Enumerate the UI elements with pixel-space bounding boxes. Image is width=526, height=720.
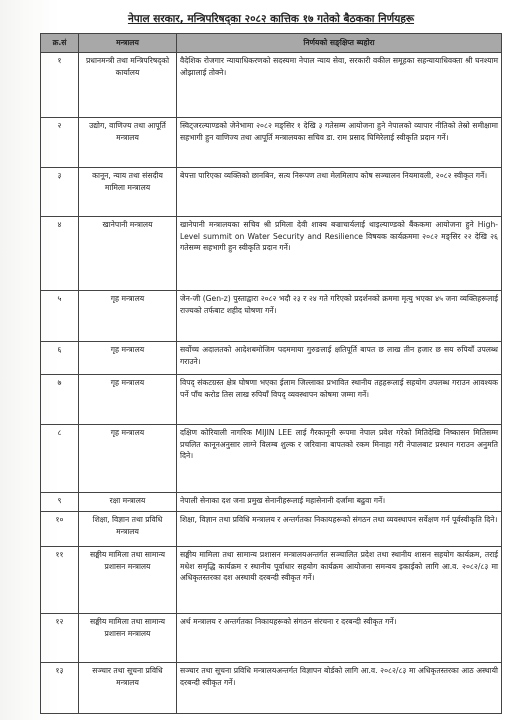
cell-summary: बेपत्ता पारिएका व्यक्तिको छानबिन, सत्य निरूपण तथा मेलमिलाप कोष सञ्चालन नियमावली, २०८२ स्वीकृत गर्ने। [177, 167, 502, 216]
cell-serial: ५ [41, 290, 79, 341]
cell-serial: १३ [41, 662, 79, 713]
column-header-ministry: मन्त्रालय [79, 34, 177, 53]
cell-serial: १० [41, 511, 79, 546]
cell-ministry: सङ्घीय मामिला तथा सामान्य प्रशासन मन्त्रालय [79, 613, 177, 662]
table-row [41, 546, 502, 613]
table-header-row [41, 34, 502, 53]
table-row [41, 492, 502, 511]
cell-ministry: गृह मन्त्रालय [79, 290, 177, 341]
cell-serial: ३ [41, 167, 79, 216]
cell-ministry: गृह मन्त्रालय [79, 424, 177, 492]
cell-serial: ९ [41, 492, 79, 511]
cell-ministry: खानेपानी मन्त्रालय [79, 216, 177, 290]
table-row [41, 374, 502, 424]
cell-ministry: गृह मन्त्रालय [79, 374, 177, 424]
table-row [41, 290, 502, 341]
decisions-table [40, 33, 502, 714]
cell-summary: वैदेशिक रोजगार न्यायाधिकरणको सदस्यमा नेपाल न्याय सेवा, सरकारी वकील समूहका सहन्यायाधिवक्ता श्री घनश्याम ओझालाई तोक्ने। [177, 52, 502, 117]
cell-ministry: सङ्घीय मामिला तथा सामान्य प्रशासन मन्त्रालय [79, 546, 177, 613]
cell-ministry: सञ्चार तथा सूचना प्रविधि मन्त्रालय [79, 662, 177, 713]
document-title: नेपाल सरकार, मन्त्रिपरिषद्‌का २०८२ कात्तिक १७ गतेको बैठकका निर्णयहरू [127, 13, 415, 25]
table-row [41, 424, 502, 492]
cell-ministry: उद्योग, वाणिज्य तथा आपूर्ति मन्त्रालय [79, 117, 177, 167]
table-row [41, 341, 502, 374]
table-row [41, 511, 502, 546]
cell-serial: ७ [41, 374, 79, 424]
table-row [41, 613, 502, 662]
cell-summary: सञ्चार तथा सूचना प्रविधि मन्त्रालयअन्तर्गत विज्ञापन बोर्डको लागि आ.व. २०८२/८३ मा अधिकृतस्तरका आठ अस्थायी दरबन्दी स्वीकृत गर्ने। [177, 662, 502, 713]
cell-ministry: शिक्षा, विज्ञान तथा प्रविधि मन्त्रालय [79, 511, 177, 546]
cell-serial: १२ [41, 613, 79, 662]
cell-summary: शिक्षा, विज्ञान तथा प्रविधि मन्त्रालय र अन्तर्गतका निकायहरूको संगठन तथा व्यवस्थापन सर्वेक्षण गर्न पूर्वस्वीकृति दिने। [177, 511, 502, 546]
cell-summary: स्विट्जरल्याण्डको जेनेभामा २०८२ मङ्सिर १ देखि ३ गतेसम्म आयोजना हुने नेपालको व्यापार नीतिको तेस्रो समीक्षामा सहभागी हुन वाणिज्य तथा आपूर्ति मन्त्रालयका सचिव डा. राम प्रसाद घिमिरेलाई स्वीकृति प्रदान गर्ने। [177, 117, 502, 167]
cell-summary: सङ्घीय मामिला तथा सामान्य प्रशासन मन्त्रालयअन्तर्गत सञ्चालित प्रदेश तथा स्थानीय शासन सहयोग कार्यक्रम, तराई मधेश समृद्धि कार्यक्रम र स्थानीय पूर्वाधार सहयोग कार्यक्रम आयोजना समन्वय इकाईको लागि आ.व. २०८२/८३ मा अधिकृतस्तरका दश अस्थायी दरबन्दी स्वीकृत गर्ने। [177, 546, 502, 613]
column-header-serial: क्र.सं [41, 34, 79, 53]
cell-ministry: गृह मन्त्रालय [79, 341, 177, 374]
cell-summary: सर्वोच्च अदालतको आदेशबमोजिम पदममाया गुरुङलाई क्षतिपूर्ति बापत छ लाख तीन हजार छ सय रुपियाँ उपलब्ध गराउने। [177, 341, 502, 374]
cell-ministry: कानून, न्याय तथा संसदीय मामिला मन्त्रालय [79, 167, 177, 216]
table-row [41, 662, 502, 713]
cell-summary: विपद् संकटग्रस्त क्षेत्र घोषणा भएका ईलाम जिल्लाका प्रभावित स्थानीय तहहरूलाई सहयोग उपलब्ध गराउन आवश्यक पर्ने पाँच करोड तिस लाख रुपियाँ विपद् व्यवस्थापन कोषमा जम्मा गर्ने। [177, 374, 502, 424]
cell-serial: १ [41, 52, 79, 117]
table-row [41, 52, 502, 117]
cell-ministry: रक्षा मन्त्रालय [79, 492, 177, 511]
column-header-summary: निर्णयको सङ्क्षिप्त ब्यहोरा [177, 34, 502, 53]
cell-summary: खानेपानी मन्त्रालयका सचिव श्री प्रमिला देवी शाक्य बज्राचार्यलाई थाइल्याण्डको बैंककमा आयोजना हुने High-Level summit on Water Security and Resilience विषयक कार्यक्रममा २०८२ मङ्सिर २२ देखि २६ गतेसम्म सहभागी हुन स्वीकृति प्रदान गर्ने। [177, 216, 502, 290]
cell-serial: ६ [41, 341, 79, 374]
table-row [41, 216, 502, 290]
cell-summary: अर्थ मन्त्रालय र अन्तर्गतका निकायहरूको संगठन संरचना र दरबन्दी स्वीकृत गर्ने। [177, 613, 502, 662]
cell-serial: ८ [41, 424, 79, 492]
cell-summary: जेन-जी (Gen-z) पुस्ताद्वारा २०८२ भदौ २३ र २४ गते गरिएको प्रदर्शनको क्रममा मृत्यु भएका ४५ जना व्यक्तिहरूलाई राज्यको तर्फबाट शहीद घोषणा गर्ने। [177, 290, 502, 341]
table-row [41, 167, 502, 216]
cell-serial: २ [41, 117, 79, 167]
cell-ministry: प्रधानमन्त्री तथा मन्त्रिपरिषद्‌को कार्यालय [79, 52, 177, 117]
table-row [41, 117, 502, 167]
cell-serial: ४ [41, 216, 79, 290]
cell-serial: ११ [41, 546, 79, 613]
cell-summary: दक्षिण कोरियाली नागरिक MIJIN LEE लाई गैरकानूनी रूपमा नेपाल प्रवेश गरेको मितिदेखि निष्कासन मितिसम्म प्रचलित कानूनअनुसार लाग्ने विलम्ब शुल्क र जरिवाना बापतको रकम मिनाहा गरी नेपालबाट प्रस्थान गराउन अनुमति दिने। [177, 424, 502, 492]
cell-summary: नेपाली सेनाका दश जना प्रमुख सेनानीहरूलाई महासेनानी दर्जामा बढुवा गर्ने। [177, 492, 502, 511]
